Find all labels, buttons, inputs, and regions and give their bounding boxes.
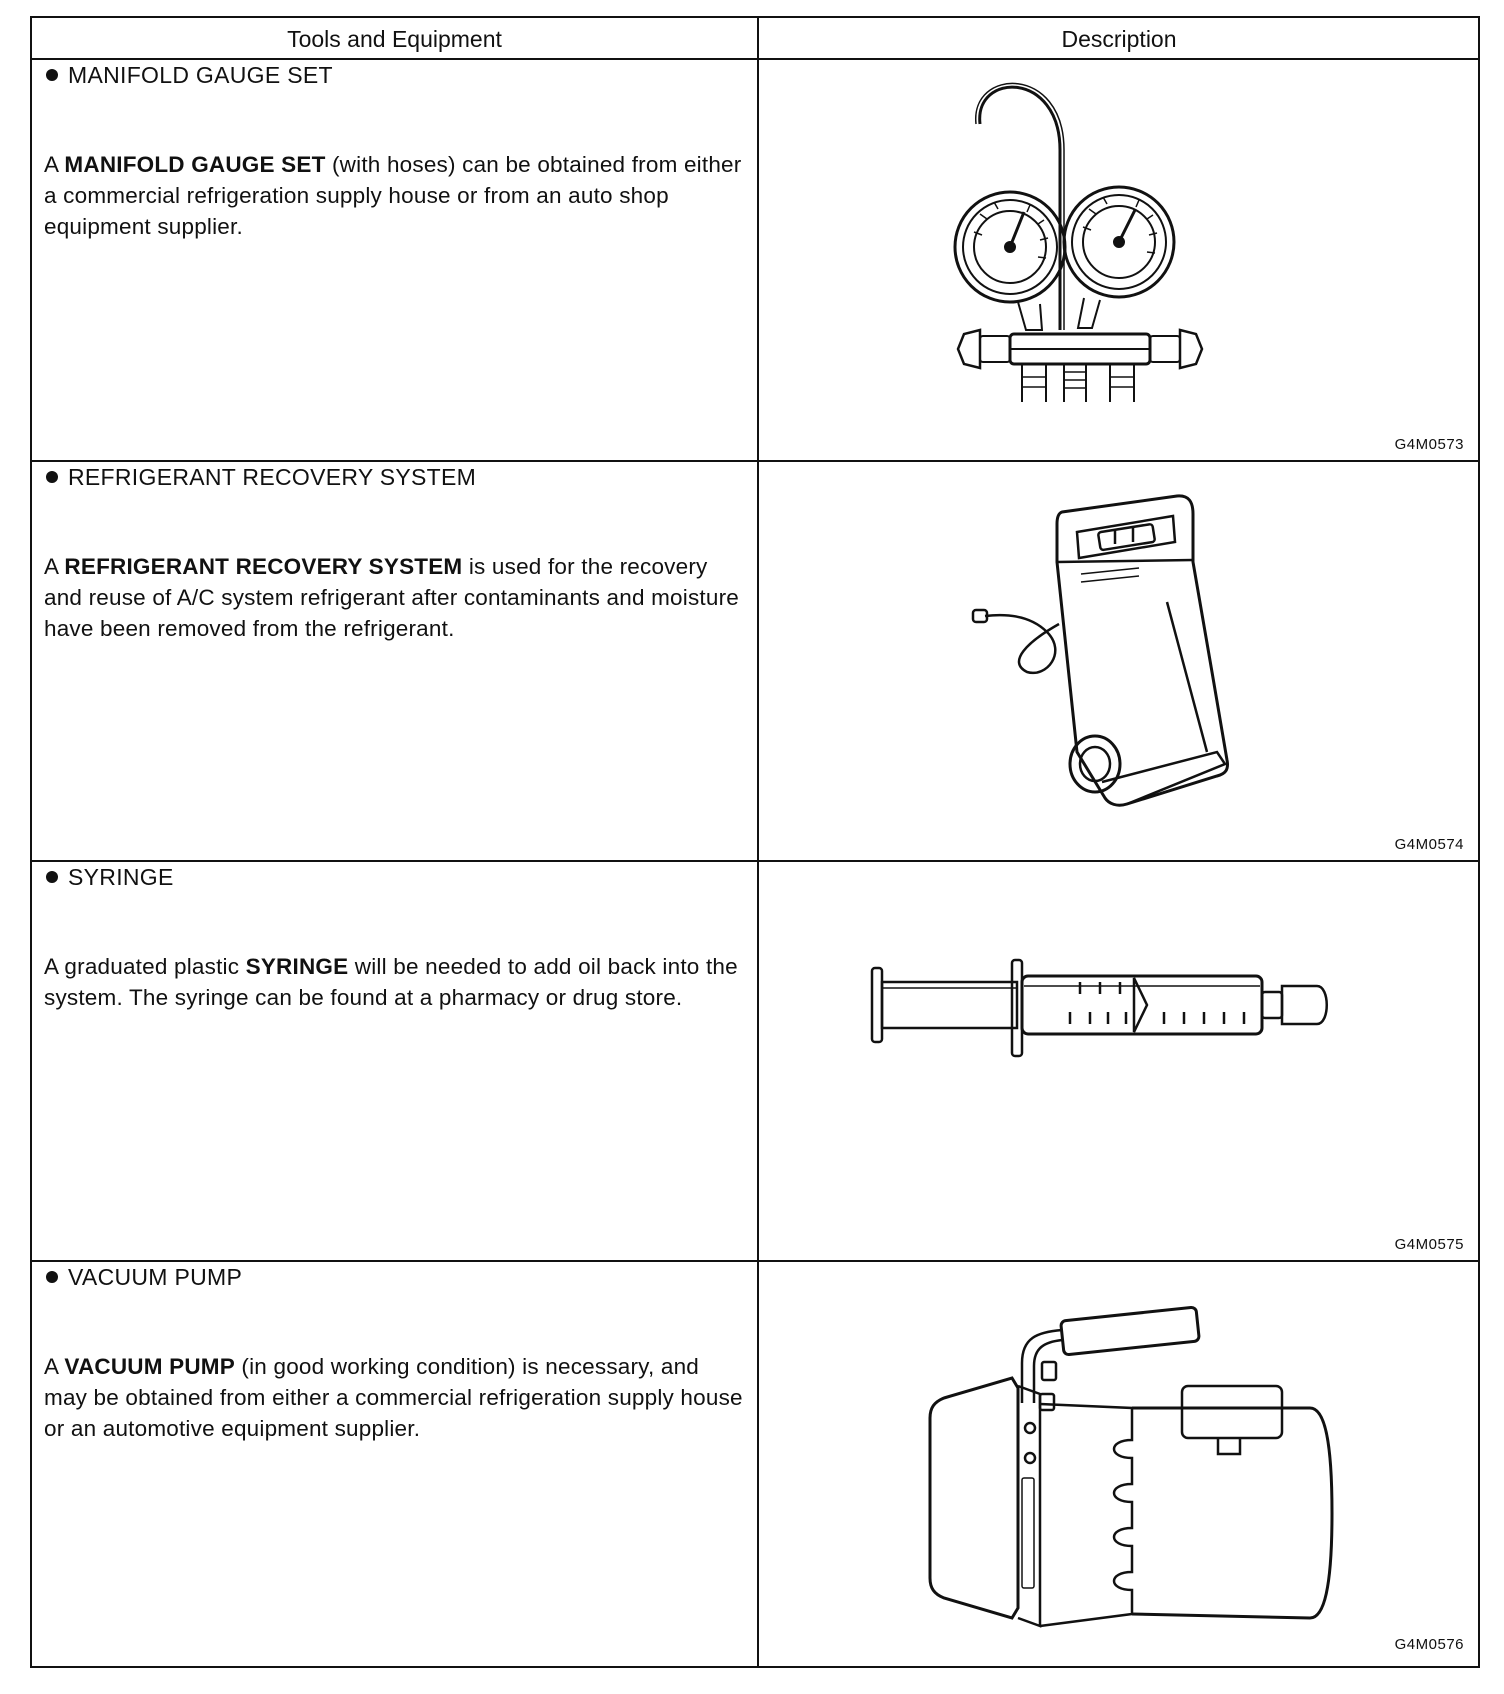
desc-text: is used for the recovery and reuse of A/C system refrigerant after contaminants and moisture have been removed from the refrigerant. [44,554,739,641]
figure-code: G4M0573 [1394,436,1464,453]
desc-text: A [44,1354,65,1379]
table-row [44,864,744,1013]
column-divider [757,18,759,1666]
row-title [44,62,744,89]
row-title [44,864,744,891]
row-title [44,464,744,491]
desc-text: A [44,152,65,177]
row-description [44,149,744,242]
table-row [44,1264,744,1444]
desc-text: (in good working condition) is necessary, and may be obtained from either a commercial refrigeration supply house or an automotive equipment supplier. [44,1354,743,1441]
desc-bold: VACUUM PUMP [64,1354,235,1379]
row-description [44,951,744,1013]
row-title-text: REFRIGERANT RECOVERY SYSTEM [68,464,477,490]
desc-bold: MANIFOLD GAUGE SET [64,152,326,177]
syringe-illustration [872,960,1352,1056]
desc-bold: SYRINGE [245,954,349,979]
desc-text: A [44,554,65,579]
desc-text: will be needed to add oil back into the system. The syringe can be found at a pharmacy or drug store. [44,954,738,1010]
table-row [44,62,744,242]
figure-code: G4M0575 [1394,1236,1464,1253]
row-title-text: VACUUM PUMP [68,1264,243,1290]
desc-bold: REFRIGERANT RECOVERY SYSTEM [64,554,463,579]
table-row [44,464,744,644]
tools-table [30,16,1480,1668]
figure-code: G4M0574 [1394,836,1464,853]
row-description [44,1351,744,1444]
bullet-icon [46,471,58,483]
recovery-system-illustration [967,502,1247,827]
desc-text: A graduated plastic [44,954,246,979]
header-divider [32,58,1478,60]
figure-code: G4M0576 [1394,1636,1464,1653]
row-title [44,1264,744,1291]
manifold-gauge-set-illustration [952,72,1252,412]
row-title-text: SYRINGE [68,864,174,890]
vacuum-pump-illustration [922,1308,1342,1638]
bullet-icon [46,69,58,81]
desc-text: (with hoses) can be obtained from either a commercial refrigeration supply house or from an auto shop equipment supplier. [44,152,742,239]
bullet-icon [46,871,58,883]
row-description [44,551,744,644]
row-divider [32,460,1478,462]
bullet-icon [46,1271,58,1283]
header-description: Description [1061,26,1177,52]
row-divider [32,860,1478,862]
row-title-text: MANIFOLD GAUGE SET [68,62,333,88]
row-divider [32,1260,1478,1262]
header-tools: Tools and Equipment [287,26,502,52]
